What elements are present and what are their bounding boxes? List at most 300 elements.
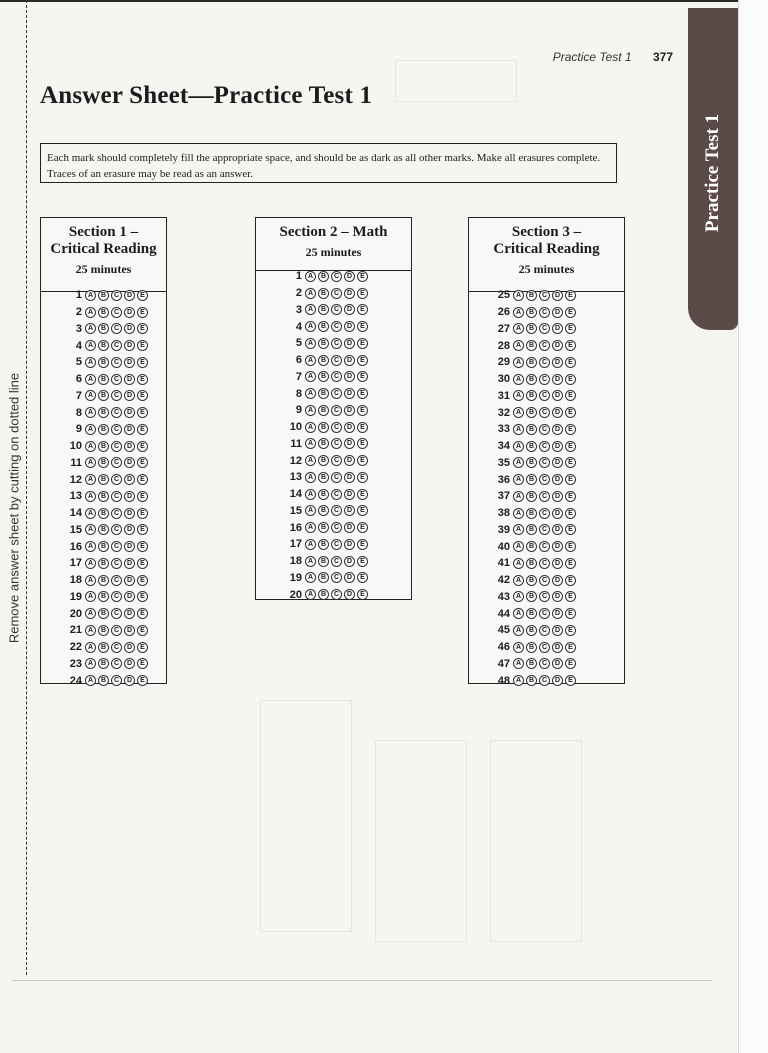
answer-bubble[interactable]: D — [124, 625, 135, 636]
answer-bubble[interactable]: B — [98, 591, 109, 602]
answer-bubble[interactable]: D — [344, 271, 355, 282]
answer-bubble[interactable]: B — [318, 422, 329, 433]
answer-bubble[interactable]: A — [305, 422, 316, 433]
answer-bubble[interactable]: B — [98, 508, 109, 519]
answer-bubble[interactable]: A — [513, 474, 524, 485]
answer-bubble[interactable]: B — [526, 457, 537, 468]
answer-bubble[interactable]: B — [318, 288, 329, 299]
answer-bubble[interactable]: B — [98, 575, 109, 586]
answer-bubble[interactable]: B — [98, 424, 109, 435]
answer-bubble[interactable]: E — [137, 407, 148, 418]
answer-bubble[interactable]: D — [552, 307, 563, 318]
answer-bubble[interactable]: A — [513, 658, 524, 669]
answer-bubble[interactable]: E — [565, 290, 576, 301]
answer-bubble[interactable]: D — [124, 407, 135, 418]
answer-bubble[interactable]: A — [305, 489, 316, 500]
answer-bubble[interactable]: A — [85, 340, 96, 351]
answer-bubble[interactable]: A — [513, 608, 524, 619]
answer-bubble[interactable]: B — [98, 407, 109, 418]
answer-bubble[interactable]: B — [98, 642, 109, 653]
answer-bubble[interactable]: D — [552, 508, 563, 519]
answer-bubble[interactable]: D — [124, 642, 135, 653]
answer-bubble[interactable]: D — [344, 472, 355, 483]
answer-bubble[interactable]: C — [539, 474, 550, 485]
answer-bubble[interactable]: C — [331, 321, 342, 332]
answer-bubble[interactable]: C — [539, 357, 550, 368]
answer-bubble[interactable]: D — [552, 290, 563, 301]
answer-bubble[interactable]: C — [539, 675, 550, 686]
answer-bubble[interactable]: E — [357, 321, 368, 332]
answer-bubble[interactable]: D — [552, 558, 563, 569]
answer-bubble[interactable]: C — [111, 508, 122, 519]
answer-bubble[interactable]: A — [305, 321, 316, 332]
answer-bubble[interactable]: B — [526, 491, 537, 502]
answer-bubble[interactable]: C — [331, 304, 342, 315]
answer-bubble[interactable]: D — [124, 491, 135, 502]
answer-bubble[interactable]: A — [85, 591, 96, 602]
answer-bubble[interactable]: E — [137, 307, 148, 318]
answer-bubble[interactable]: C — [331, 388, 342, 399]
answer-bubble[interactable]: B — [318, 304, 329, 315]
answer-bubble[interactable]: C — [331, 556, 342, 567]
answer-bubble[interactable]: E — [565, 390, 576, 401]
answer-bubble[interactable]: C — [111, 524, 122, 535]
answer-bubble[interactable]: B — [318, 438, 329, 449]
answer-bubble[interactable]: B — [98, 608, 109, 619]
answer-bubble[interactable]: A — [85, 658, 96, 669]
answer-bubble[interactable]: E — [357, 355, 368, 366]
answer-bubble[interactable]: E — [137, 340, 148, 351]
answer-bubble[interactable]: C — [331, 288, 342, 299]
answer-bubble[interactable]: C — [539, 541, 550, 552]
answer-bubble[interactable]: E — [565, 424, 576, 435]
answer-bubble[interactable]: A — [85, 474, 96, 485]
answer-bubble[interactable]: E — [565, 307, 576, 318]
answer-bubble[interactable]: B — [526, 474, 537, 485]
answer-bubble[interactable]: B — [526, 658, 537, 669]
answer-bubble[interactable]: B — [526, 374, 537, 385]
answer-bubble[interactable]: B — [318, 405, 329, 416]
answer-bubble[interactable]: E — [565, 323, 576, 334]
answer-bubble[interactable]: C — [331, 271, 342, 282]
answer-bubble[interactable]: D — [344, 522, 355, 533]
answer-bubble[interactable]: E — [357, 438, 368, 449]
answer-bubble[interactable]: A — [305, 522, 316, 533]
answer-bubble[interactable]: C — [111, 608, 122, 619]
answer-bubble[interactable]: C — [331, 505, 342, 516]
answer-bubble[interactable]: E — [357, 338, 368, 349]
answer-bubble[interactable]: E — [137, 642, 148, 653]
answer-bubble[interactable]: D — [124, 441, 135, 452]
answer-bubble[interactable]: E — [357, 539, 368, 550]
answer-bubble[interactable]: E — [357, 589, 368, 600]
answer-bubble[interactable]: E — [357, 472, 368, 483]
answer-bubble[interactable]: B — [318, 589, 329, 600]
answer-bubble[interactable]: B — [98, 474, 109, 485]
answer-bubble[interactable]: E — [357, 505, 368, 516]
answer-bubble[interactable]: D — [344, 371, 355, 382]
answer-bubble[interactable]: A — [305, 405, 316, 416]
answer-bubble[interactable]: C — [539, 457, 550, 468]
answer-bubble[interactable]: A — [85, 541, 96, 552]
answer-bubble[interactable]: C — [331, 405, 342, 416]
answer-bubble[interactable]: E — [137, 658, 148, 669]
answer-bubble[interactable]: A — [85, 508, 96, 519]
answer-bubble[interactable]: D — [124, 591, 135, 602]
answer-bubble[interactable]: D — [552, 374, 563, 385]
answer-bubble[interactable]: E — [565, 575, 576, 586]
answer-bubble[interactable]: B — [526, 541, 537, 552]
answer-bubble[interactable]: B — [526, 340, 537, 351]
answer-bubble[interactable]: A — [513, 491, 524, 502]
answer-bubble[interactable]: E — [357, 556, 368, 567]
answer-bubble[interactable]: B — [526, 591, 537, 602]
answer-bubble[interactable]: D — [552, 658, 563, 669]
answer-bubble[interactable]: D — [344, 505, 355, 516]
answer-bubble[interactable]: E — [565, 441, 576, 452]
answer-bubble[interactable]: E — [565, 608, 576, 619]
answer-bubble[interactable]: E — [137, 357, 148, 368]
answer-bubble[interactable]: B — [526, 642, 537, 653]
answer-bubble[interactable]: D — [344, 355, 355, 366]
answer-bubble[interactable]: A — [513, 340, 524, 351]
answer-bubble[interactable]: D — [552, 390, 563, 401]
answer-bubble[interactable]: B — [98, 323, 109, 334]
answer-bubble[interactable]: C — [111, 340, 122, 351]
answer-bubble[interactable]: C — [111, 658, 122, 669]
answer-bubble[interactable]: E — [565, 675, 576, 686]
answer-bubble[interactable]: D — [124, 357, 135, 368]
answer-bubble[interactable]: B — [318, 388, 329, 399]
answer-bubble[interactable]: C — [331, 338, 342, 349]
answer-bubble[interactable]: A — [305, 505, 316, 516]
answer-bubble[interactable]: E — [565, 642, 576, 653]
answer-bubble[interactable]: D — [124, 374, 135, 385]
answer-bubble[interactable]: C — [539, 290, 550, 301]
answer-bubble[interactable]: A — [513, 307, 524, 318]
answer-bubble[interactable]: B — [318, 522, 329, 533]
answer-bubble[interactable]: E — [565, 340, 576, 351]
answer-bubble[interactable]: C — [111, 374, 122, 385]
answer-bubble[interactable]: D — [124, 323, 135, 334]
answer-bubble[interactable]: C — [111, 290, 122, 301]
answer-bubble[interactable]: A — [305, 438, 316, 449]
answer-bubble[interactable]: D — [552, 524, 563, 535]
answer-bubble[interactable]: C — [539, 575, 550, 586]
answer-bubble[interactable]: A — [305, 338, 316, 349]
answer-bubble[interactable]: B — [98, 491, 109, 502]
answer-bubble[interactable]: A — [85, 424, 96, 435]
answer-bubble[interactable]: A — [305, 589, 316, 600]
answer-bubble[interactable]: A — [85, 675, 96, 686]
answer-bubble[interactable]: E — [565, 625, 576, 636]
answer-bubble[interactable]: E — [137, 474, 148, 485]
answer-bubble[interactable]: A — [305, 556, 316, 567]
answer-bubble[interactable]: D — [552, 675, 563, 686]
answer-bubble[interactable]: B — [318, 455, 329, 466]
answer-bubble[interactable]: E — [565, 474, 576, 485]
answer-bubble[interactable]: C — [539, 625, 550, 636]
answer-bubble[interactable]: A — [513, 323, 524, 334]
answer-bubble[interactable]: B — [98, 541, 109, 552]
answer-bubble[interactable]: C — [111, 424, 122, 435]
answer-bubble[interactable]: C — [111, 541, 122, 552]
answer-bubble[interactable]: D — [344, 338, 355, 349]
answer-bubble[interactable]: C — [111, 390, 122, 401]
answer-bubble[interactable]: D — [552, 541, 563, 552]
answer-bubble[interactable]: A — [513, 407, 524, 418]
answer-bubble[interactable]: B — [526, 575, 537, 586]
answer-bubble[interactable]: D — [124, 675, 135, 686]
answer-bubble[interactable]: C — [331, 422, 342, 433]
answer-bubble[interactable]: D — [552, 625, 563, 636]
answer-bubble[interactable]: A — [513, 508, 524, 519]
answer-bubble[interactable]: A — [85, 290, 96, 301]
answer-bubble[interactable]: C — [111, 407, 122, 418]
answer-bubble[interactable]: A — [85, 575, 96, 586]
answer-bubble[interactable]: E — [137, 524, 148, 535]
answer-bubble[interactable]: B — [526, 357, 537, 368]
answer-bubble[interactable]: C — [539, 307, 550, 318]
answer-bubble[interactable]: B — [98, 374, 109, 385]
answer-bubble[interactable]: A — [85, 558, 96, 569]
answer-bubble[interactable]: A — [305, 572, 316, 583]
answer-bubble[interactable]: D — [552, 457, 563, 468]
answer-bubble[interactable]: E — [357, 572, 368, 583]
answer-bubble[interactable]: A — [513, 390, 524, 401]
answer-bubble[interactable]: C — [111, 575, 122, 586]
answer-bubble[interactable]: A — [513, 541, 524, 552]
answer-bubble[interactable]: C — [331, 438, 342, 449]
answer-bubble[interactable]: C — [539, 424, 550, 435]
answer-bubble[interactable]: E — [357, 455, 368, 466]
answer-bubble[interactable]: A — [85, 625, 96, 636]
answer-bubble[interactable]: B — [526, 558, 537, 569]
answer-bubble[interactable]: D — [552, 441, 563, 452]
answer-bubble[interactable]: C — [331, 539, 342, 550]
answer-bubble[interactable]: C — [331, 355, 342, 366]
answer-bubble[interactable]: E — [357, 271, 368, 282]
answer-bubble[interactable]: C — [539, 407, 550, 418]
answer-bubble[interactable]: C — [111, 642, 122, 653]
answer-bubble[interactable]: A — [513, 374, 524, 385]
answer-bubble[interactable]: C — [539, 642, 550, 653]
answer-bubble[interactable]: C — [331, 589, 342, 600]
answer-bubble[interactable]: E — [137, 608, 148, 619]
answer-bubble[interactable]: C — [111, 357, 122, 368]
answer-bubble[interactable]: E — [357, 489, 368, 500]
answer-bubble[interactable]: B — [98, 307, 109, 318]
answer-bubble[interactable]: A — [513, 625, 524, 636]
answer-bubble[interactable]: A — [85, 524, 96, 535]
answer-bubble[interactable]: B — [318, 371, 329, 382]
answer-bubble[interactable]: D — [124, 575, 135, 586]
answer-bubble[interactable]: B — [98, 658, 109, 669]
answer-bubble[interactable]: D — [344, 422, 355, 433]
answer-bubble[interactable]: B — [318, 271, 329, 282]
answer-bubble[interactable]: C — [539, 491, 550, 502]
answer-bubble[interactable]: C — [111, 307, 122, 318]
answer-bubble[interactable]: A — [513, 357, 524, 368]
answer-bubble[interactable]: B — [526, 424, 537, 435]
answer-bubble[interactable]: D — [124, 390, 135, 401]
answer-bubble[interactable]: D — [344, 405, 355, 416]
answer-bubble[interactable]: A — [85, 441, 96, 452]
answer-bubble[interactable]: B — [98, 357, 109, 368]
answer-bubble[interactable]: B — [98, 390, 109, 401]
answer-bubble[interactable]: E — [137, 424, 148, 435]
answer-bubble[interactable]: A — [513, 457, 524, 468]
answer-bubble[interactable]: E — [137, 457, 148, 468]
answer-bubble[interactable]: B — [98, 625, 109, 636]
answer-bubble[interactable]: B — [98, 290, 109, 301]
answer-bubble[interactable]: B — [318, 539, 329, 550]
answer-bubble[interactable]: C — [539, 390, 550, 401]
answer-bubble[interactable]: A — [305, 271, 316, 282]
answer-bubble[interactable]: D — [344, 321, 355, 332]
answer-bubble[interactable]: A — [85, 390, 96, 401]
answer-bubble[interactable]: B — [526, 524, 537, 535]
answer-bubble[interactable]: A — [513, 524, 524, 535]
answer-bubble[interactable]: E — [565, 357, 576, 368]
answer-bubble[interactable]: B — [526, 323, 537, 334]
answer-bubble[interactable]: D — [552, 323, 563, 334]
answer-bubble[interactable]: E — [357, 388, 368, 399]
answer-bubble[interactable]: B — [318, 338, 329, 349]
answer-bubble[interactable]: E — [137, 575, 148, 586]
answer-bubble[interactable]: D — [552, 340, 563, 351]
answer-bubble[interactable]: B — [318, 556, 329, 567]
answer-bubble[interactable]: E — [357, 422, 368, 433]
answer-bubble[interactable]: C — [331, 371, 342, 382]
answer-bubble[interactable]: A — [305, 371, 316, 382]
answer-bubble[interactable]: E — [357, 371, 368, 382]
answer-bubble[interactable]: E — [565, 407, 576, 418]
answer-bubble[interactable]: A — [85, 323, 96, 334]
answer-bubble[interactable]: C — [331, 472, 342, 483]
answer-bubble[interactable]: D — [552, 357, 563, 368]
answer-bubble[interactable]: D — [344, 539, 355, 550]
answer-bubble[interactable]: C — [539, 323, 550, 334]
answer-bubble[interactable]: A — [305, 539, 316, 550]
answer-bubble[interactable]: E — [565, 491, 576, 502]
answer-bubble[interactable]: E — [565, 508, 576, 519]
answer-bubble[interactable]: D — [124, 524, 135, 535]
answer-bubble[interactable]: B — [318, 472, 329, 483]
answer-bubble[interactable]: D — [124, 508, 135, 519]
answer-bubble[interactable]: E — [565, 541, 576, 552]
answer-bubble[interactable]: C — [539, 441, 550, 452]
answer-bubble[interactable]: D — [124, 457, 135, 468]
answer-bubble[interactable]: B — [98, 340, 109, 351]
answer-bubble[interactable]: E — [357, 522, 368, 533]
answer-bubble[interactable]: A — [85, 457, 96, 468]
answer-bubble[interactable]: E — [565, 524, 576, 535]
answer-bubble[interactable]: B — [98, 675, 109, 686]
answer-bubble[interactable]: C — [111, 675, 122, 686]
answer-bubble[interactable]: E — [137, 491, 148, 502]
answer-bubble[interactable]: C — [539, 374, 550, 385]
answer-bubble[interactable]: D — [344, 304, 355, 315]
answer-bubble[interactable]: D — [344, 556, 355, 567]
answer-bubble[interactable]: B — [318, 572, 329, 583]
answer-bubble[interactable]: C — [331, 489, 342, 500]
answer-bubble[interactable]: D — [552, 424, 563, 435]
answer-bubble[interactable]: E — [565, 374, 576, 385]
answer-bubble[interactable]: A — [513, 424, 524, 435]
answer-bubble[interactable]: E — [565, 457, 576, 468]
answer-bubble[interactable]: A — [85, 307, 96, 318]
answer-bubble[interactable]: A — [305, 355, 316, 366]
answer-bubble[interactable]: C — [539, 558, 550, 569]
answer-bubble[interactable]: D — [552, 642, 563, 653]
answer-bubble[interactable]: B — [526, 608, 537, 619]
answer-bubble[interactable]: B — [526, 407, 537, 418]
answer-bubble[interactable]: C — [539, 524, 550, 535]
answer-bubble[interactable]: E — [357, 405, 368, 416]
answer-bubble[interactable]: B — [318, 321, 329, 332]
answer-bubble[interactable]: C — [111, 491, 122, 502]
answer-bubble[interactable]: C — [111, 474, 122, 485]
answer-bubble[interactable]: B — [526, 390, 537, 401]
answer-bubble[interactable]: E — [137, 290, 148, 301]
answer-bubble[interactable]: E — [357, 304, 368, 315]
answer-bubble[interactable]: D — [124, 608, 135, 619]
answer-bubble[interactable]: A — [305, 288, 316, 299]
answer-bubble[interactable]: D — [344, 438, 355, 449]
answer-bubble[interactable]: C — [111, 323, 122, 334]
answer-bubble[interactable]: A — [85, 374, 96, 385]
answer-bubble[interactable]: E — [137, 441, 148, 452]
answer-bubble[interactable]: A — [85, 407, 96, 418]
answer-bubble[interactable]: C — [539, 591, 550, 602]
answer-bubble[interactable]: A — [513, 591, 524, 602]
answer-bubble[interactable]: D — [124, 658, 135, 669]
answer-bubble[interactable]: E — [137, 390, 148, 401]
answer-bubble[interactable]: B — [526, 508, 537, 519]
answer-bubble[interactable]: C — [331, 522, 342, 533]
answer-bubble[interactable]: E — [137, 591, 148, 602]
answer-bubble[interactable]: D — [552, 608, 563, 619]
answer-bubble[interactable]: C — [539, 508, 550, 519]
answer-bubble[interactable]: D — [124, 307, 135, 318]
answer-bubble[interactable]: B — [98, 524, 109, 535]
answer-bubble[interactable]: D — [344, 489, 355, 500]
answer-bubble[interactable]: C — [111, 457, 122, 468]
answer-bubble[interactable]: E — [565, 558, 576, 569]
answer-bubble[interactable]: D — [552, 491, 563, 502]
answer-bubble[interactable]: C — [111, 558, 122, 569]
answer-bubble[interactable]: D — [344, 388, 355, 399]
answer-bubble[interactable]: A — [513, 675, 524, 686]
answer-bubble[interactable]: D — [124, 558, 135, 569]
answer-bubble[interactable]: E — [565, 591, 576, 602]
answer-bubble[interactable]: E — [137, 541, 148, 552]
answer-bubble[interactable]: A — [513, 441, 524, 452]
answer-bubble[interactable]: A — [513, 290, 524, 301]
answer-bubble[interactable]: E — [137, 625, 148, 636]
answer-bubble[interactable]: B — [318, 355, 329, 366]
answer-bubble[interactable]: B — [526, 290, 537, 301]
answer-bubble[interactable]: D — [552, 591, 563, 602]
answer-bubble[interactable]: D — [552, 575, 563, 586]
answer-bubble[interactable]: E — [137, 558, 148, 569]
answer-bubble[interactable]: D — [344, 288, 355, 299]
answer-bubble[interactable]: C — [331, 572, 342, 583]
answer-bubble[interactable]: A — [305, 455, 316, 466]
answer-bubble[interactable]: C — [331, 455, 342, 466]
answer-bubble[interactable]: D — [124, 424, 135, 435]
